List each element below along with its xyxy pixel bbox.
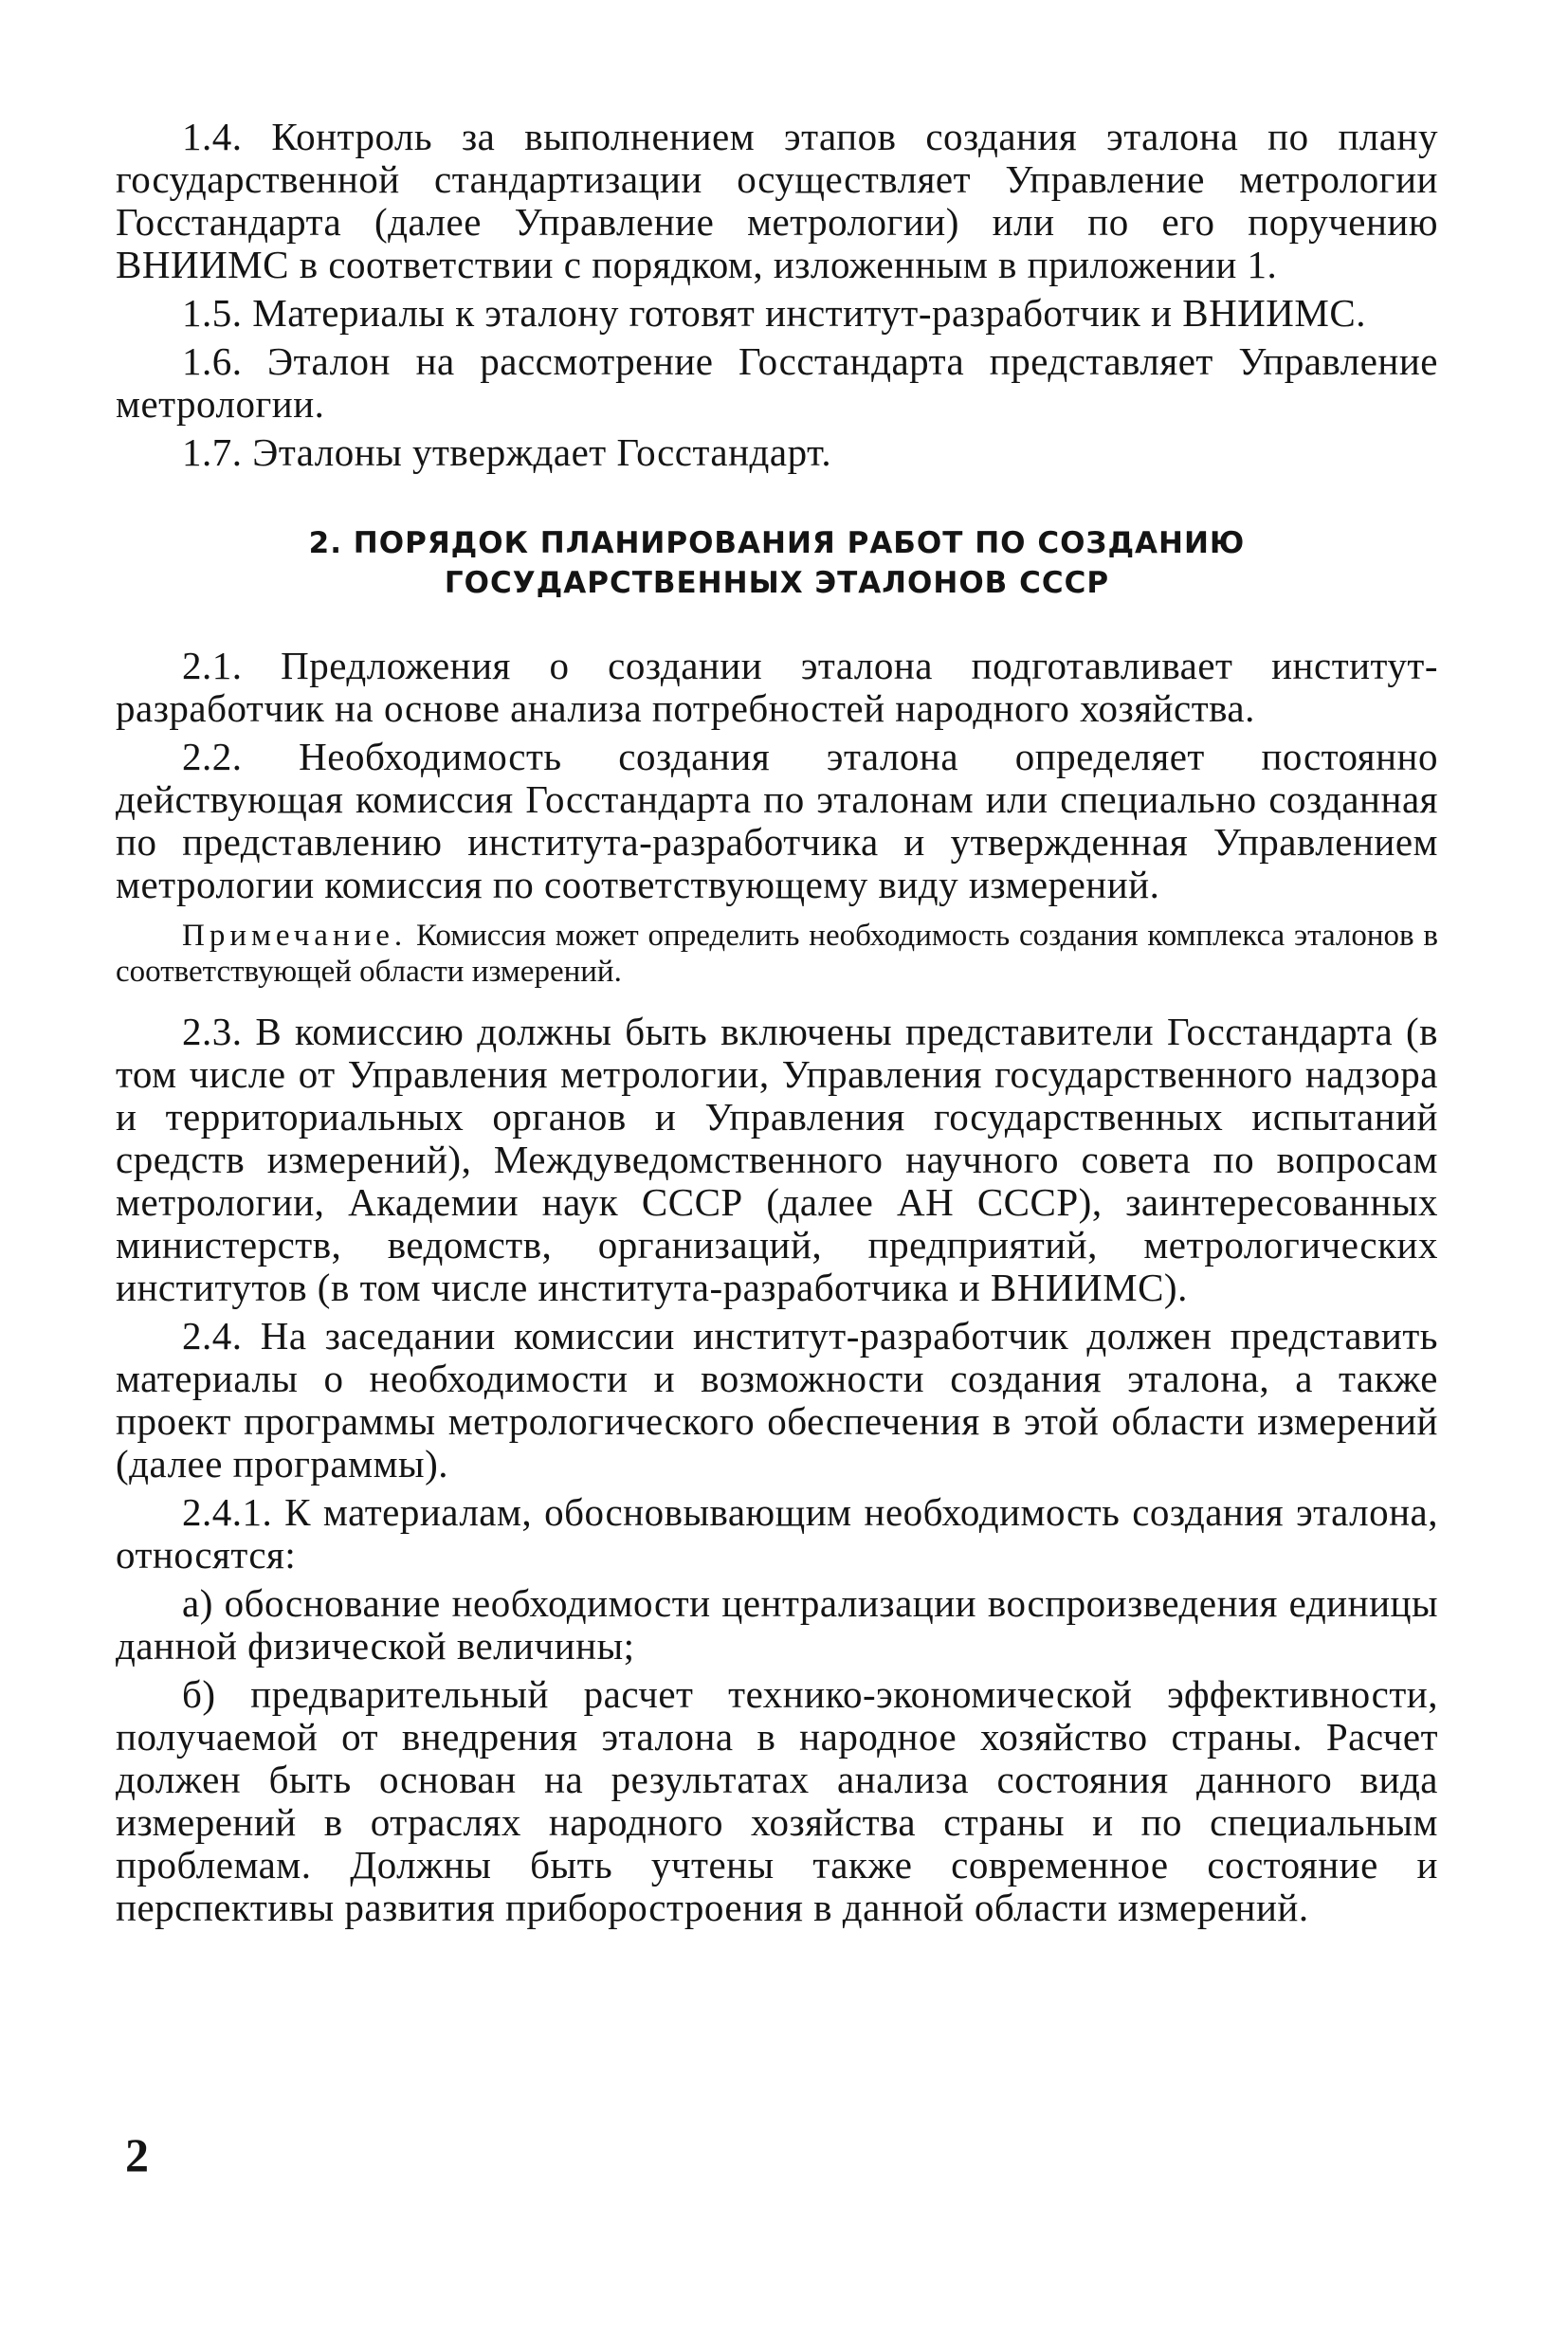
section-2-heading-line-2: ГОСУДАРСТВЕННЫХ ЭТАЛОНОВ СССР — [444, 566, 1110, 600]
paragraph-2-3: 2.3. В комиссию должны быть включены представители Госстандарта (в том числе от Управления метрологии, Управления государственного надзора и территориальных органов и Управления государственных испытаний средств измерений), Междуведомственного научного совета по вопросам метрологии, Академии наук СССР (далее АН СССР), заинтересованных министерств, ведомств, организаций, предприятий, метрологических институтов (в том числе института-разработчика и ВНИИМС). — [116, 1010, 1438, 1309]
note — [116, 918, 1438, 990]
document-page — [116, 116, 1438, 1935]
paragraph-1-6: 1.6. Эталон на рассмотрение Госстандарта представляет Управление метрологии. — [116, 339, 1438, 426]
page-number: 2 — [125, 2128, 149, 2181]
paragraph-2-1: 2.1. Предложения о создании эталона подготавливает институт-разработчик на основе анализа потребностей народного хозяйства. — [116, 644, 1438, 730]
section-2-heading — [116, 523, 1438, 603]
paragraph-2-4-1: 2.4.1. К материалам, обосновывающим необходимость создания эталона, относятся: — [116, 1490, 1438, 1577]
paragraph-2-2: 2.2. Необходимость создания эталона определяет постоянно действующая комиссия Госстандарта по эталонам или специально созданная по представлению института-разработчика и утвержденная Управлением метрологии комиссия по соответствующему виду измерений. — [116, 735, 1438, 906]
paragraph-1-7: 1.7. Эталоны утверждает Госстандарт. — [182, 430, 832, 474]
note-text: Комиссия может определить необходимость создания комплекса эталонов в соответствующей области измерений. — [116, 919, 1438, 989]
paragraph-2-4: 2.4. На заседании комиссии институт-разработчик должен представить материалы о необходимости и возможности создания эталона, а также проект программы метрологического обеспечения в этой области измерений (далее программы). — [116, 1314, 1438, 1486]
note-label: Примечание. — [182, 919, 408, 953]
section-2-heading-line-1: 2. ПОРЯДОК ПЛАНИРОВАНИЯ РАБОТ ПО СОЗДАНИЮ — [308, 526, 1246, 560]
paragraph-1-5: 1.5. Материалы к эталону готовят институт-разработчик и ВНИИМС. — [182, 291, 1366, 335]
list-item-b: б) предварительный расчет технико-экономической эффективности, получаемой от внедрения эталона в народное хозяйство страны. Расчет должен быть основан на результатах анализа состояния данного вида измерений в отраслях народного хозяйства страны и по специальным проблемам. Должны быть учтены также современное состояние и перспективы развития приборостроения в данной области измерений. — [116, 1672, 1438, 1929]
paragraph-1-4: 1.4. Контроль за выполнением этапов создания эталона по плану государственной стандартизации осуществляет Управление метрологии Госстандарта (далее Управление метрологии) или по его поручению ВНИИМС в соответствии с порядком, изложенным в приложении 1. — [116, 115, 1438, 286]
list-item-a: а) обоснование необходимости централизации воспроизведения единицы данной физической величины; — [116, 1581, 1438, 1668]
